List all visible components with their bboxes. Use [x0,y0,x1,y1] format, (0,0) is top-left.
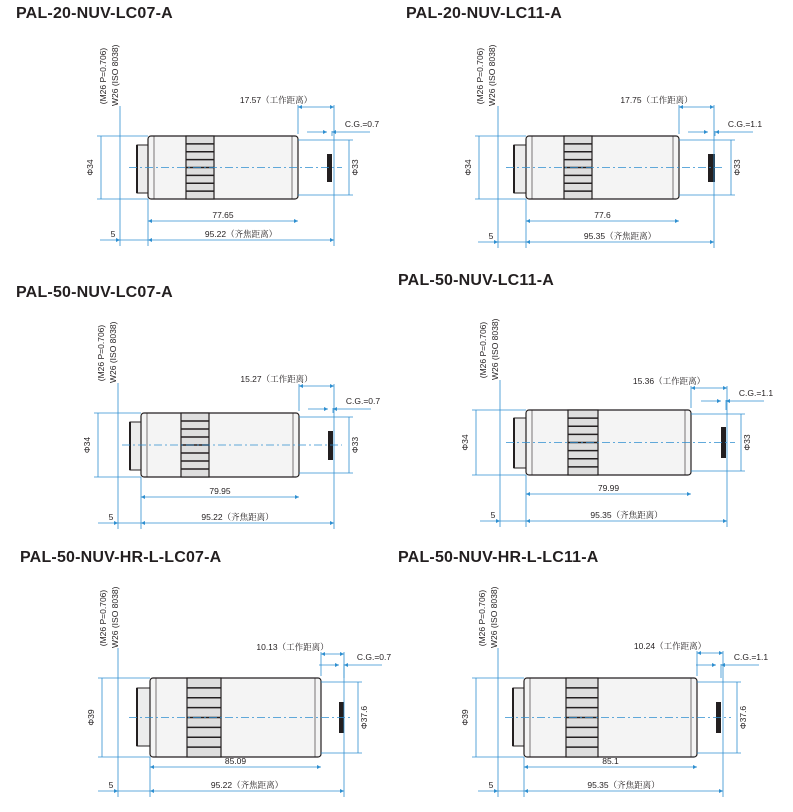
objective-drawing-1 [85,44,379,246]
cover-glass-label: C.G.=1.1 [727,119,763,129]
thread-mount [514,145,526,193]
body-length-label: 77.6 [594,210,611,220]
dimension-arrowhead [141,521,145,525]
cover-glass-label: C.G.=0.7 [356,652,392,662]
dimension-arrowhead [324,407,328,411]
flange-offset-label: 5 [108,512,114,522]
dimension-arrowhead [340,789,344,793]
dimension-arrowhead [295,495,299,499]
right-diameter-label: Φ33 [350,159,360,176]
working-distance-label: 10.24（工作距离） [633,641,707,651]
dimension-arrowhead [335,663,339,667]
dimension-arrowhead [704,130,708,134]
dimension-arrowhead [150,789,154,793]
flange-offset-label: 5 [490,510,496,520]
thread-standard-label: W26 (ISO 8038) [490,318,500,380]
parfocal-distance-label: 95.22（齐焦距离） [204,229,278,239]
right-diameter-label: Φ33 [732,159,742,176]
right-diameter-label: Φ33 [742,434,752,451]
working-distance-label: 17.75（工作距离） [620,95,693,105]
dimension-arrowhead [717,399,721,403]
thread-mount [137,145,148,193]
objective-drawing-6 [460,586,768,797]
flange-offset-label: 5 [110,229,116,239]
cover-glass-label: C.G.=0.7 [344,119,380,129]
parfocal-distance-label: 95.35（齐焦距离） [583,231,657,241]
cover-glass-label: C.G.=1.1 [733,652,769,662]
thread-spec-label: (M26 P=0.706) [477,589,487,647]
left-diameter-label: Φ34 [463,159,473,176]
thread-spec-label: (M26 P=0.706) [98,47,108,105]
objective-drawing-3 [82,321,380,529]
dimension-arrowhead [687,492,691,496]
parfocal-distance-label: 95.22（齐焦距离） [201,512,274,522]
dimension-arrowhead [524,789,528,793]
body-length-label: 85.1 [602,756,619,766]
dimension-arrowhead [330,521,334,525]
thread-mount [513,688,524,746]
dimension-arrowhead [496,519,500,523]
dimension-arrowhead [294,219,298,223]
left-diameter-label: Φ34 [82,436,92,454]
body-length-label: 77.65 [212,210,234,220]
dimension-arrowhead [494,240,498,244]
dimension-arrowhead [494,789,498,793]
left-diameter-label: Φ34 [85,159,95,176]
thread-standard-label: W26 (ISO 8038) [110,586,120,648]
dimension-arrowhead [114,521,118,525]
thread-spec-label: (M26 P=0.706) [475,47,485,105]
dimension-arrowhead [710,240,714,244]
flange-offset-label: 5 [488,231,494,241]
working-distance-label: 17.57（工作距离） [239,95,313,105]
objective-drawing-4 [460,318,773,527]
dimension-arrowhead [298,105,302,109]
dimension-arrowhead [719,789,723,793]
right-diameter-label: Φ33 [350,436,360,454]
dimension-arrowhead [715,130,719,134]
thread-mount [130,422,141,470]
dimension-arrowhead [675,219,679,223]
thread-standard-label: W26 (ISO 8038) [108,321,118,383]
dimension-arrowhead [116,238,120,242]
left-diameter-label: Φ39 [460,709,470,726]
working-distance-label: 10.13（工作距离） [256,642,329,652]
dimension-arrowhead [712,663,716,667]
front-element [328,431,333,460]
dimension-arrowhead [148,219,152,223]
dimension-arrowhead [114,789,118,793]
working-distance-label: 15.36（工作距离） [632,376,706,386]
dimension-arrowhead [330,105,334,109]
working-distance-label: 15.27（工作距离） [240,374,313,384]
dimension-arrowhead [693,765,697,769]
dimension-arrowhead [691,386,695,390]
dimension-arrowhead [524,765,528,769]
dimension-arrowhead [719,651,723,655]
diagram-title-3: PAL-50-NUV-LC07-A [16,284,173,301]
dimension-arrowhead [340,652,344,656]
dimension-arrowhead [150,765,154,769]
front-element [327,154,332,182]
cover-glass-label: C.G.=0.7 [345,396,381,406]
diagram-title-1: PAL-20-NUV-LC07-A [16,5,173,22]
parfocal-distance-label: 95.22（齐焦距离） [210,780,284,790]
dimension-arrowhead [526,219,530,223]
dimension-arrowhead [317,765,321,769]
dimension-arrowhead [526,519,530,523]
dimension-arrowhead [679,105,683,109]
thread-spec-label: (M26 P=0.706) [478,321,488,379]
thread-standard-label: W26 (ISO 8038) [487,44,497,106]
diagram-title-2: PAL-20-NUV-LC11-A [406,5,563,22]
diagram-title-5: PAL-50-NUV-HR-L-LC07-A [20,549,222,566]
dimension-arrowhead [323,130,327,134]
body-length-label: 85.09 [224,756,247,766]
left-diameter-label: Φ39 [86,709,96,726]
flange-offset-label: 5 [488,780,494,790]
dimension-arrowhead [141,495,145,499]
flange-offset-label: 5 [108,780,114,790]
thread-mount [514,418,526,468]
right-diameter-label: Φ37.6 [738,705,748,730]
objective-drawing-2 [463,44,762,248]
thread-spec-label: (M26 P=0.706) [98,589,108,647]
thread-spec-label: (M26 P=0.706) [96,324,106,382]
dimension-arrowhead [344,663,348,667]
cover-glass-label: C.G.=1.1 [738,388,774,398]
dimension-arrowhead [148,238,152,242]
dimension-arrowhead [299,384,303,388]
objective-drawing-5 [86,586,391,797]
dimension-arrowhead [526,492,530,496]
dimension-arrowhead [697,651,701,655]
parfocal-distance-label: 95.35（齐焦距离） [590,510,663,520]
diagram-title-6: PAL-50-NUV-HR-L-LC11-A [398,549,599,566]
parfocal-distance-label: 95.35（齐焦距离） [587,780,660,790]
dimension-arrowhead [526,240,530,244]
thread-standard-label: W26 (ISO 8038) [489,586,499,648]
body-length-label: 79.95 [209,486,231,496]
dimension-arrowhead [321,652,325,656]
diagram-title-4: PAL-50-NUV-LC11-A [398,272,555,289]
dimension-arrowhead [710,105,714,109]
dimension-arrowhead [723,519,727,523]
dimension-arrowhead [723,386,727,390]
right-diameter-label: Φ37.6 [359,705,369,730]
thread-standard-label: W26 (ISO 8038) [110,44,120,106]
dimension-arrowhead [330,384,334,388]
body-length-label: 79.99 [597,483,620,493]
left-diameter-label: Φ34 [460,434,470,451]
dimension-arrowhead [330,238,334,242]
thread-mount [137,688,150,746]
